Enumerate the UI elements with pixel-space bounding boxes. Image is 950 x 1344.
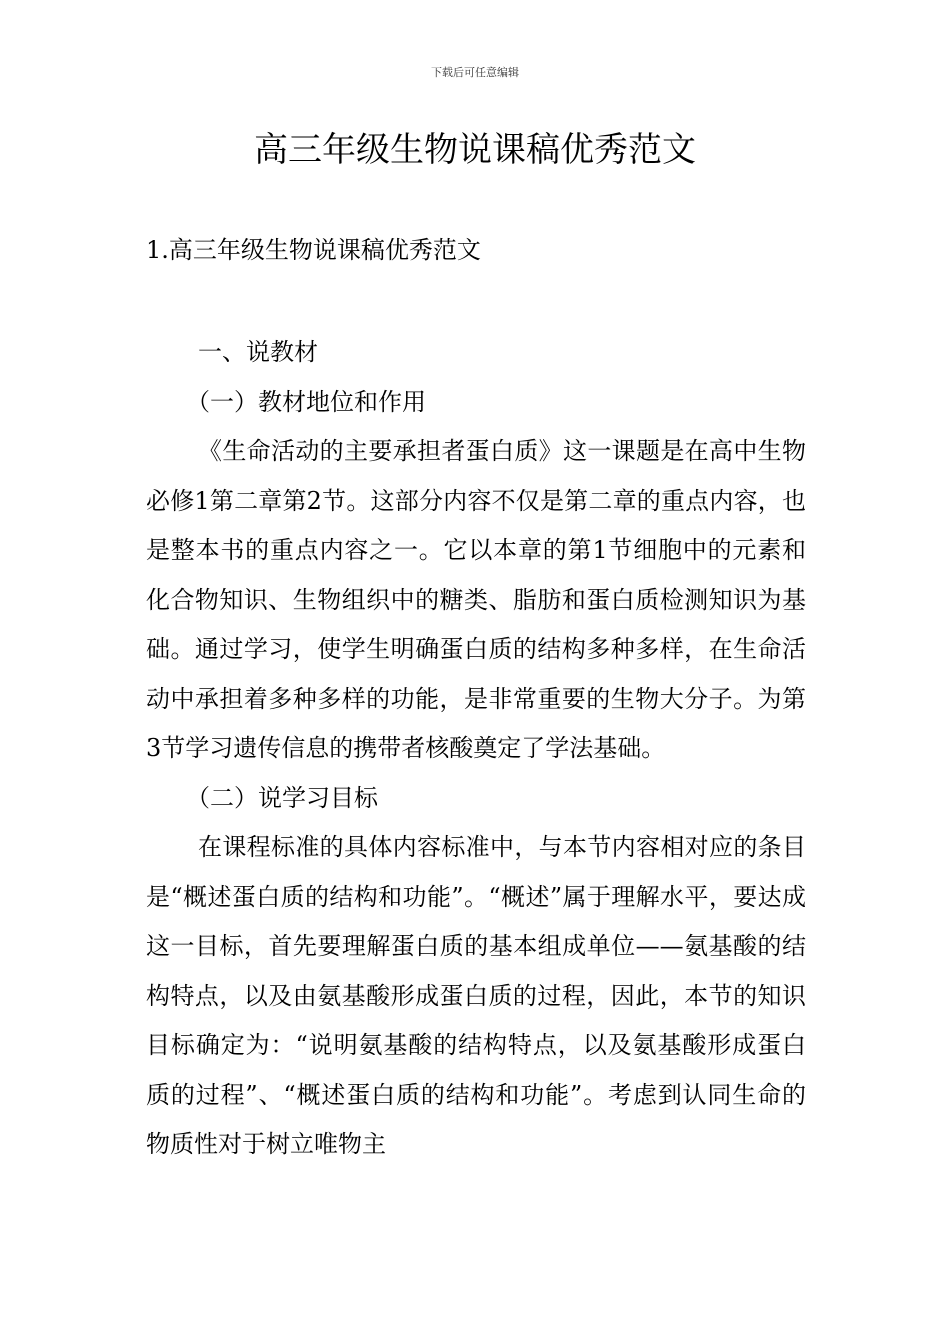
section-heading: 一、说教材: [198, 338, 318, 366]
document-body: [146, 328, 806, 1170]
page-header-note: 下载后可任意编辑: [431, 66, 519, 79]
subsection-heading: （二）说学习目标: [186, 783, 378, 812]
document-subtitle: 1.高三年级生物说课稿优秀范文: [146, 236, 481, 264]
paragraph: 在课程标准的具体内容标准中，与本节内容相对应的条目是“概述蛋白质的结构和功能”。“概述”属于理解水平，要达成这一目标，首先要理解蛋白质的基本组成单位——氨基酸的结构特点，以及由氨基酸形成蛋白质的过程，因此，本节的知识目标确定为：“说明氨基酸的结构特点，以及氨基酸形成蛋白质的过程”、“概述蛋白质的结构和功能”。考虑到认同生命的物质性对于树立唯物主: [146, 833, 806, 1158]
paragraph: 《生命活动的主要承担者蛋白质》这一课题是在高中生物必修1第二章第2节。这部分内容不仅是第二章的重点内容，也是整本书的重点内容之一。它以本章的第1节细胞中的元素和化合物知识、生物组织中的糖类、脂肪和蛋白质检测知识为基础。通过学习，使学生明确蛋白质的结构多种多样，在生命活动中承担着多种多样的功能，是非常重要的生物大分子。为第3节学习遗传信息的携带者核酸奠定了学法基础。: [146, 437, 806, 762]
document-title: 高三年级生物说课稿优秀范文: [254, 130, 696, 170]
subsection-heading: （一）教材地位和作用: [186, 387, 426, 416]
